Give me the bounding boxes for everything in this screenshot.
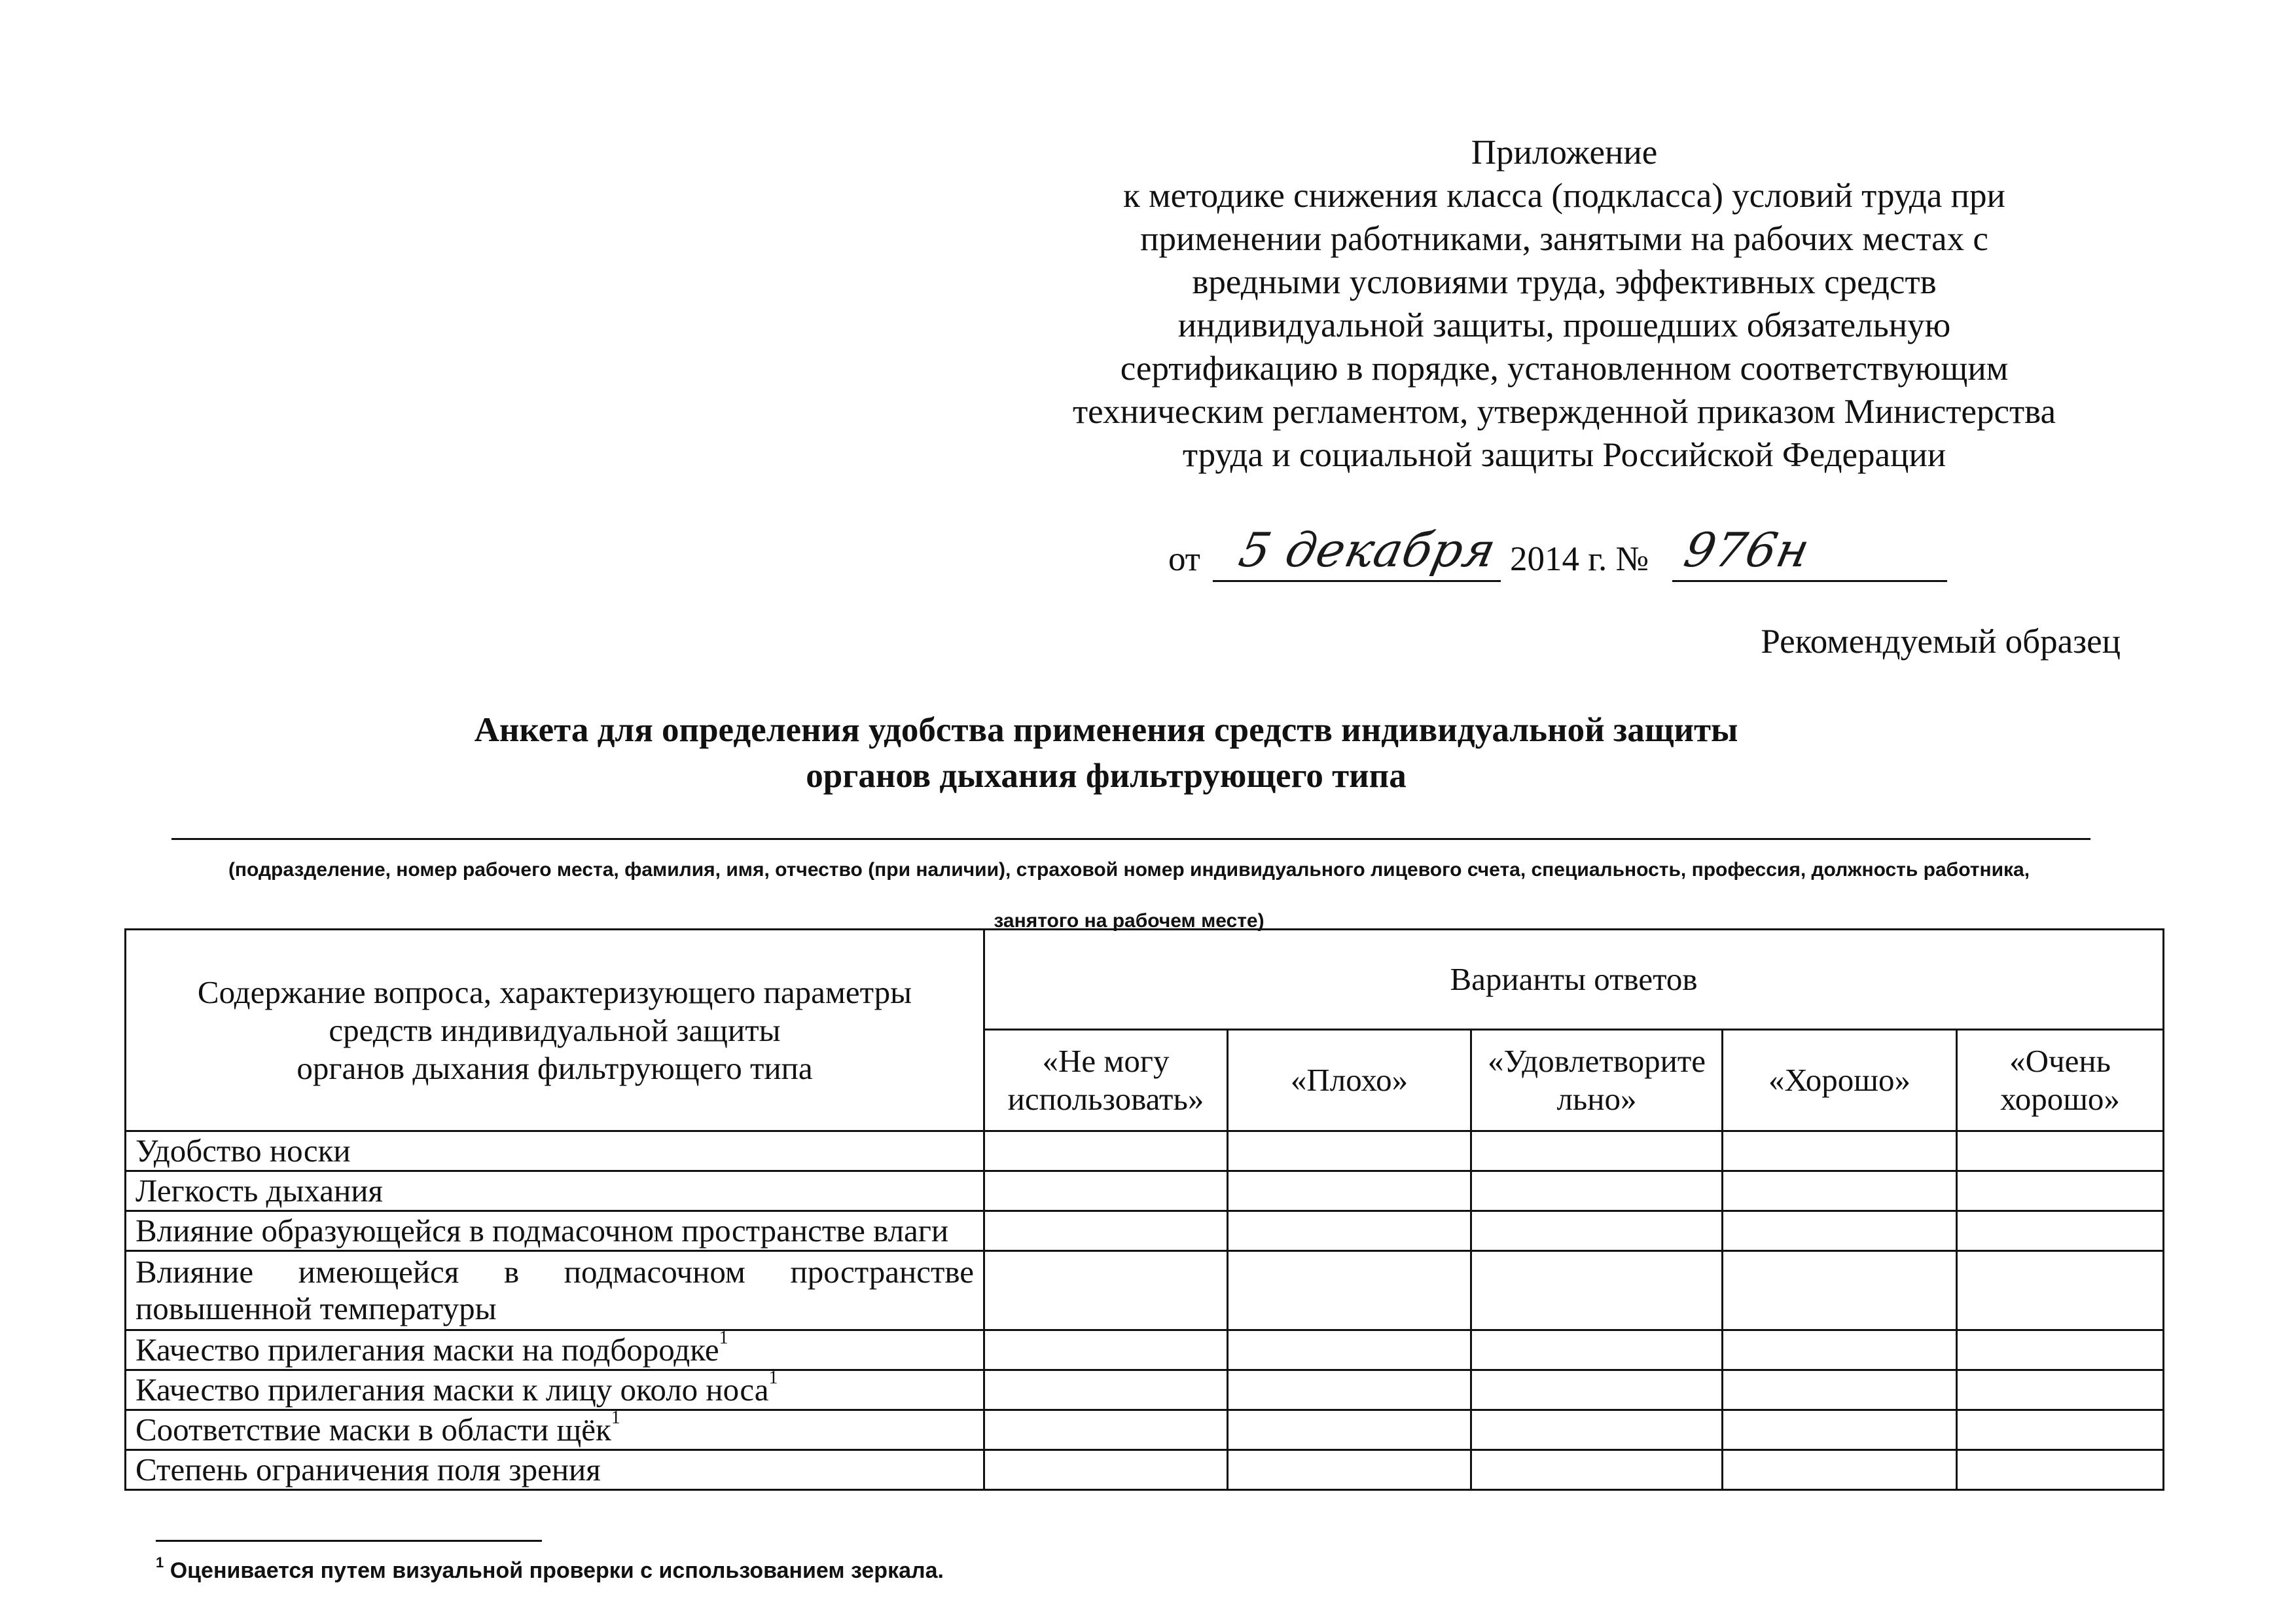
number-blank — [1672, 580, 1947, 582]
table-row — [126, 1410, 2164, 1450]
option-label: льно» — [1556, 1081, 1637, 1117]
answer-cell[interactable] — [984, 1171, 1228, 1211]
question-cell — [126, 1131, 984, 1171]
question-text: Степень ограничения поля зрения — [135, 1451, 601, 1487]
question-text: Легкость дыхания — [135, 1173, 383, 1209]
answer-cell[interactable] — [1957, 1171, 2164, 1211]
table-row — [126, 1211, 2164, 1251]
answer-cell[interactable] — [1228, 1330, 1471, 1370]
option-label: «Хорошо» — [1768, 1062, 1911, 1098]
question-text: Соответствие маски в области щёк — [135, 1412, 611, 1448]
option-header-cannot-use — [984, 1030, 1228, 1131]
footnote-mark: 1 — [156, 1554, 164, 1571]
recommended-sample-label: Рекомендуемый образец — [1761, 623, 2121, 661]
answer-cell[interactable] — [984, 1211, 1228, 1251]
answer-cell[interactable] — [1228, 1410, 1471, 1450]
table-row — [126, 1251, 2164, 1330]
question-header-line: средств индивидуальной защиты — [329, 1012, 781, 1048]
question-cell — [126, 1370, 984, 1410]
answer-cell[interactable] — [1957, 1330, 2164, 1370]
answer-cell[interactable] — [1471, 1330, 1723, 1370]
appendix-line: техническим регламентом, утвержденной приказом Министерства — [1072, 393, 2056, 431]
answer-cell[interactable] — [984, 1131, 1228, 1171]
question-cell — [126, 1211, 984, 1251]
year-number-label: 2014 г. № — [1510, 540, 1649, 578]
from-label: от — [1168, 540, 1200, 578]
footnote-ref: 1 — [719, 1328, 728, 1348]
handwritten-number: 976н — [1679, 522, 1815, 577]
answer-cell[interactable] — [1723, 1171, 1957, 1211]
footnote-separator — [156, 1540, 542, 1542]
appendix-line: труда и социальной защиты Российской Федерации — [1182, 436, 1946, 474]
form-title-line: органов дыхания фильтрующего типа — [806, 757, 1407, 795]
table-row — [126, 1131, 2164, 1171]
caption-line: (подразделение, номер рабочего места, фамилия, имя, отчество (при наличии), страховой номер индивидуального лицевого счета, специальность, профессия, должность работника, — [228, 859, 2030, 881]
answer-cell[interactable] — [1471, 1450, 1723, 1490]
option-header-bad — [1228, 1030, 1471, 1131]
table-row — [126, 1171, 2164, 1211]
question-cell — [126, 1330, 984, 1370]
answer-cell[interactable] — [1228, 1171, 1471, 1211]
answers-header: Варианты ответов — [984, 930, 2164, 1030]
question-cell — [126, 1450, 984, 1490]
answer-cell[interactable] — [1471, 1251, 1723, 1330]
table-row — [126, 1330, 2164, 1370]
handwritten-date: 5 декабря — [1234, 522, 1501, 577]
option-label: использовать» — [1007, 1081, 1204, 1117]
question-cell — [126, 1251, 984, 1330]
question-text: Качество прилегания маски на подбородке — [135, 1332, 719, 1368]
answer-cell[interactable] — [1471, 1171, 1723, 1211]
footnote — [156, 1554, 944, 1584]
caption-line: занятого на рабочем месте) — [994, 910, 1265, 932]
footnote-ref: 1 — [768, 1368, 778, 1388]
question-cell — [126, 1171, 984, 1211]
answer-cell[interactable] — [1723, 1410, 1957, 1450]
answer-cell[interactable] — [1723, 1211, 1957, 1251]
answer-cell[interactable] — [1723, 1370, 1957, 1410]
question-text: Удобство носки — [135, 1133, 351, 1169]
question-header-line: Содержание вопроса, характеризующего параметры — [197, 974, 912, 1010]
table-row — [126, 1450, 2164, 1490]
answer-cell[interactable] — [1228, 1131, 1471, 1171]
appendix-line: к методике снижения класса (подкласса) условий труда при — [1123, 177, 2005, 215]
answer-cell[interactable] — [1957, 1450, 2164, 1490]
answer-cell[interactable] — [1723, 1131, 1957, 1171]
option-label: «Удовлетворите — [1487, 1043, 1706, 1079]
date-blank — [1213, 580, 1501, 582]
option-label: «Плохо» — [1290, 1062, 1408, 1098]
footnote-text: Оценивается путем визуальной проверки с использованием зеркала. — [170, 1558, 944, 1583]
answer-cell[interactable] — [1723, 1450, 1957, 1490]
option-label: «Очень — [2009, 1043, 2111, 1079]
answer-cell[interactable] — [1228, 1370, 1471, 1410]
answer-cell[interactable] — [984, 1251, 1228, 1330]
answer-cell[interactable] — [1723, 1330, 1957, 1370]
answer-cell[interactable] — [984, 1410, 1228, 1450]
employee-info-line — [171, 838, 2090, 840]
appendix-line: Приложение — [1471, 134, 1658, 172]
option-header-very-good — [1957, 1030, 2164, 1131]
answer-cell[interactable] — [1471, 1370, 1723, 1410]
form-title — [196, 707, 2016, 799]
answer-cell[interactable] — [984, 1450, 1228, 1490]
answer-cell[interactable] — [1471, 1211, 1723, 1251]
appendix-line: сертификацию в порядке, установленном соответствующим — [1120, 350, 2009, 388]
option-label: хорошо» — [2000, 1081, 2120, 1117]
question-header-line: органов дыхания фильтрующего типа — [296, 1049, 813, 1086]
appendix-line: вредными условиями труда, эффективных средств — [1192, 263, 1937, 301]
answer-cell[interactable] — [1957, 1131, 2164, 1171]
answer-cell[interactable] — [1228, 1251, 1471, 1330]
question-cell — [126, 1410, 984, 1450]
form-title-line: Анкета для определения удобства применения средств индивидуальной защиты — [474, 711, 1738, 749]
option-label: «Не могу — [1042, 1043, 1170, 1079]
appendix-header — [1008, 131, 2121, 477]
answer-cell[interactable] — [1957, 1370, 2164, 1410]
appendix-line: индивидуальной защиты, прошедших обязательную — [1177, 306, 1951, 344]
footnote-ref: 1 — [611, 1408, 620, 1428]
answer-cell[interactable] — [984, 1370, 1228, 1410]
answer-cell[interactable] — [1471, 1410, 1723, 1450]
table-row — [126, 1370, 2164, 1410]
answer-cell[interactable] — [984, 1330, 1228, 1370]
answer-cell[interactable] — [1723, 1251, 1957, 1330]
appendix-line: применении работниками, занятыми на рабочих местах с — [1140, 220, 1988, 258]
question-header — [126, 930, 984, 1131]
answer-cell[interactable] — [1471, 1131, 1723, 1171]
question-text: Качество прилегания маски к лицу около носа — [135, 1372, 769, 1408]
questionnaire-table — [124, 928, 2164, 1491]
answer-cell[interactable] — [1957, 1211, 2164, 1251]
option-header-satisfactory — [1471, 1030, 1723, 1131]
answer-cell[interactable] — [1957, 1410, 2164, 1450]
option-header-good — [1723, 1030, 1957, 1131]
answer-cell[interactable] — [1957, 1251, 2164, 1330]
question-text: Влияние имеющейся в подмасочном пространстве повышенной температуры — [135, 1254, 974, 1326]
answer-cell[interactable] — [1228, 1450, 1471, 1490]
order-date-row — [1168, 524, 2019, 589]
answer-cell[interactable] — [1228, 1211, 1471, 1251]
question-text: Влияние образующейся в подмасочном пространстве влаги — [135, 1213, 949, 1249]
